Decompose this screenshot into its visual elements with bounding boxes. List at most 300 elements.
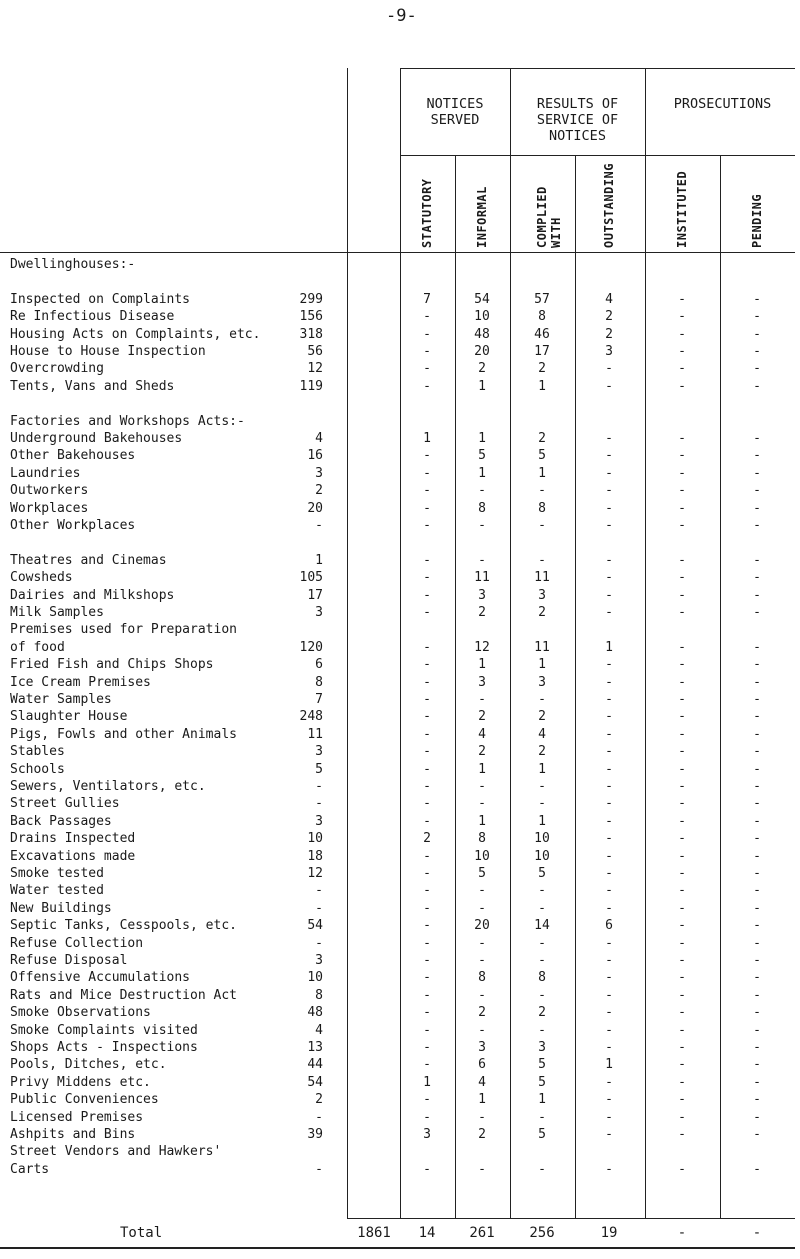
row-cell: - (678, 953, 686, 968)
row-cell: - (478, 692, 486, 707)
row-cell: 5 (538, 866, 546, 881)
row-cell: - (605, 1127, 613, 1142)
row-cell: - (605, 692, 613, 707)
total-bottom-line (0, 1247, 795, 1249)
row-cell: - (678, 587, 686, 603)
row-cell: - (538, 987, 546, 1003)
row-cell: - (478, 552, 486, 568)
row-cell: - (315, 935, 323, 951)
row-cell: 105 (299, 570, 323, 586)
row-cell: 3 (478, 587, 486, 603)
row-label: Milk Samples (10, 605, 104, 620)
row-label: House to House Inspection (10, 344, 206, 359)
row-label: Overcrowding (10, 361, 104, 377)
row-cell: - (538, 900, 546, 916)
row-cell: 3 (538, 587, 546, 603)
row-cell: - (605, 500, 613, 516)
row-label: Theatres and Cinemas (10, 552, 167, 568)
row-cell: - (678, 1092, 686, 1108)
row-cell: - (478, 953, 486, 968)
row-cell: - (423, 953, 431, 968)
row-cell: - (478, 796, 486, 812)
total-cell: - (752, 1225, 762, 1241)
row-cell: - (605, 361, 613, 377)
row-cell: 2 (478, 709, 486, 725)
row-cell: - (605, 587, 613, 603)
col-divider (575, 155, 576, 1218)
row-label: Back Passages (10, 813, 112, 829)
row-label: Licensed Premises (10, 1109, 144, 1125)
row-cell: 3 (315, 953, 323, 968)
row-label: Ashpits and Bins (10, 1127, 136, 1142)
row-cell: 13 (307, 1040, 323, 1055)
row-cell: - (605, 1022, 613, 1038)
row-cell: - (753, 483, 761, 499)
row-cell: 1 (478, 1092, 486, 1108)
subheader-outstanding: OUTSTANDING (602, 163, 616, 248)
row-cell: - (678, 1040, 686, 1055)
row-cell: - (678, 709, 686, 725)
row-cell: 1 (478, 431, 486, 446)
row-cell: - (538, 552, 546, 568)
row-cell: - (423, 692, 431, 707)
row-cell: - (538, 1022, 546, 1038)
row-cell: - (678, 883, 686, 899)
row-cell: - (678, 831, 686, 847)
row-cell: - (423, 744, 431, 760)
row-cell: 20 (307, 500, 323, 516)
row-cell: - (605, 1005, 613, 1021)
row-cell: 3 (423, 1127, 431, 1142)
row-cell: 8 (538, 309, 546, 325)
row-cell: - (753, 1057, 761, 1073)
row-cell: 3 (605, 344, 613, 359)
row-cell: 1 (478, 813, 486, 829)
row-cell: - (753, 953, 761, 968)
row-cell: - (605, 813, 613, 829)
row-cell: - (605, 1109, 613, 1125)
row-label: Stables (10, 744, 65, 760)
row-cell: 1 (423, 431, 431, 446)
row-cell: 2 (538, 709, 546, 725)
row-label: Other Workplaces (10, 518, 136, 533)
row-cell: 1 (538, 657, 546, 673)
row-label: Shops Acts - Inspections (10, 1040, 198, 1055)
row-cell: - (678, 570, 686, 586)
row-cell: - (315, 900, 323, 916)
row-cell: - (478, 779, 486, 794)
row-cell: - (753, 726, 761, 742)
row-cell: - (678, 605, 686, 620)
row-cell: 1 (478, 657, 486, 673)
row-cell: 4 (315, 1022, 323, 1038)
row-cell: 1 (478, 465, 486, 481)
row-cell: - (753, 361, 761, 377)
row-cell: - (678, 518, 686, 533)
row-cell: 8 (315, 987, 323, 1003)
row-label: Factories and Workshops Acts:- (10, 413, 245, 429)
row-cell: - (538, 483, 546, 499)
row-cell: - (678, 465, 686, 481)
row-label: Water Samples (10, 692, 112, 707)
row-cell: 10 (307, 970, 323, 986)
row-cell: - (605, 674, 613, 690)
row-cell: - (678, 431, 686, 446)
row-label: Cowsheds (10, 570, 73, 586)
row-cell: 12 (307, 361, 323, 377)
row-cell: 20 (474, 344, 490, 359)
row-cell: 12 (307, 866, 323, 881)
row-cell: - (423, 1040, 431, 1055)
row-cell: - (753, 744, 761, 760)
row-cell: - (753, 709, 761, 725)
row-label: Other Bakehouses (10, 448, 136, 464)
row-cell: - (753, 326, 761, 342)
page-number: -9- (386, 6, 417, 26)
row-cell: - (478, 987, 486, 1003)
row-cell: - (678, 361, 686, 377)
row-cell: - (678, 692, 686, 707)
row-cell: - (678, 1057, 686, 1073)
row-cell: - (605, 970, 613, 986)
row-cell: 5 (538, 448, 546, 464)
row-cell: - (478, 1161, 486, 1177)
row-cell: - (753, 639, 761, 655)
row-cell: 10 (474, 848, 490, 864)
row-cell: - (315, 1109, 323, 1125)
row-cell: 4 (478, 726, 486, 742)
row-cell: - (753, 761, 761, 777)
row-cell: - (423, 657, 431, 673)
row-cell: - (423, 761, 431, 777)
row-label: Public Conveniences (10, 1092, 159, 1108)
row-label: Laundries (10, 465, 81, 481)
row-cell: - (423, 709, 431, 725)
row-cell: 7 (423, 291, 431, 307)
row-cell: 17 (307, 587, 323, 603)
total-cell: 256 (529, 1225, 555, 1241)
total-top-line (347, 1218, 795, 1219)
row-label: Smoke Complaints visited (10, 1022, 198, 1038)
row-label: Workplaces (10, 500, 89, 516)
row-cell: 44 (307, 1057, 323, 1073)
row-cell: - (478, 1109, 486, 1125)
row-cell: - (605, 552, 613, 568)
row-cell: 1 (315, 552, 323, 568)
row-label: Street Gullies (10, 796, 120, 812)
row-cell: 3 (538, 1040, 546, 1055)
row-cell: - (538, 779, 546, 794)
row-label: Pools, Ditches, etc. (10, 1057, 167, 1073)
row-cell: - (423, 483, 431, 499)
row-cell: - (678, 1161, 686, 1177)
row-cell: 1 (538, 1092, 546, 1108)
row-label: Schools (10, 761, 65, 777)
subheader-informal: INFORMAL (475, 186, 489, 248)
row-cell: - (423, 361, 431, 377)
header-results: RESULTS OF SERVICE OF NOTICES (536, 96, 619, 144)
row-cell: 3 (478, 674, 486, 690)
row-cell: - (753, 657, 761, 673)
row-cell: - (678, 866, 686, 881)
row-label: Ice Cream Premises (10, 674, 151, 690)
row-cell: - (423, 570, 431, 586)
row-cell: - (753, 465, 761, 481)
row-cell: - (538, 692, 546, 707)
row-label: Underground Bakehouses (10, 431, 183, 446)
row-cell: - (753, 1022, 761, 1038)
row-cell: - (678, 796, 686, 812)
row-cell: - (423, 587, 431, 603)
row-label: Sewers, Ventilators, etc. (10, 779, 206, 794)
row-cell: - (678, 726, 686, 742)
row-cell: 2 (315, 483, 323, 499)
row-cell: - (315, 1161, 323, 1177)
row-cell: 3 (315, 465, 323, 481)
row-cell: - (538, 1109, 546, 1125)
row-cell: 120 (299, 639, 323, 655)
row-cell: - (753, 831, 761, 847)
row-cell: 2 (538, 744, 546, 760)
row-cell: - (423, 935, 431, 951)
row-cell: 54 (474, 291, 490, 307)
row-cell: - (678, 309, 686, 325)
total-cell: 14 (418, 1225, 436, 1241)
row-cell: 5 (315, 761, 323, 777)
row-cell: 10 (307, 831, 323, 847)
row-cell: 3 (478, 1040, 486, 1055)
row-cell: - (678, 813, 686, 829)
row-cell: - (605, 866, 613, 881)
row-cell: 5 (538, 1074, 546, 1090)
row-cell: - (538, 935, 546, 951)
row-cell: 1 (423, 1074, 431, 1090)
header-bottom-line (0, 252, 795, 253)
row-cell: - (753, 1161, 761, 1177)
row-cell: - (605, 1092, 613, 1108)
total-label: Total (120, 1225, 163, 1241)
row-cell: - (478, 900, 486, 916)
row-cell: - (753, 500, 761, 516)
row-cell: 318 (299, 326, 323, 342)
row-cell: - (753, 309, 761, 325)
row-cell: - (423, 326, 431, 342)
row-cell: - (678, 344, 686, 359)
row-cell: - (753, 1092, 761, 1108)
row-cell: - (478, 883, 486, 899)
row-cell: 20 (474, 918, 490, 934)
row-cell: - (423, 813, 431, 829)
row-label: Smoke tested (10, 866, 104, 881)
total-cell: 1861 (357, 1225, 391, 1241)
row-cell: - (605, 1074, 613, 1090)
row-cell: 12 (474, 639, 490, 655)
subheader-instituted: INSTITUTED (675, 170, 689, 248)
row-cell: - (753, 344, 761, 359)
row-cell: 2 (538, 431, 546, 446)
row-cell: 4 (605, 291, 613, 307)
row-label: Refuse Collection (10, 935, 144, 951)
row-label: Dairies and Milkshops (10, 587, 175, 603)
row-cell: 2 (605, 309, 613, 325)
total-cell: - (677, 1225, 687, 1241)
row-cell: 11 (307, 726, 323, 742)
row-cell: - (605, 848, 613, 864)
row-cell: - (753, 518, 761, 533)
row-cell: 1 (538, 761, 546, 777)
row-label: Outworkers (10, 483, 89, 499)
row-cell: 2 (478, 361, 486, 377)
row-cell: 299 (299, 291, 323, 307)
row-cell: - (478, 483, 486, 499)
row-cell: - (753, 987, 761, 1003)
row-cell: - (753, 587, 761, 603)
row-cell: - (753, 779, 761, 794)
row-cell: - (753, 1005, 761, 1021)
row-cell: - (678, 1022, 686, 1038)
row-cell: - (678, 900, 686, 916)
row-cell: - (605, 987, 613, 1003)
row-cell: 156 (299, 309, 323, 325)
row-cell: - (753, 935, 761, 951)
row-cell: - (423, 1022, 431, 1038)
header-prosecutions: PROSECUTIONS (673, 96, 772, 112)
subheader-pending: PENDING (750, 193, 764, 248)
row-label: Smoke Observations (10, 1005, 151, 1021)
row-cell: - (678, 1109, 686, 1125)
row-label: of food (10, 639, 65, 655)
row-cell: - (605, 657, 613, 673)
row-cell: - (605, 726, 613, 742)
row-label: Excavations made (10, 848, 136, 864)
row-cell: 248 (299, 709, 323, 725)
row-cell: 6 (605, 918, 613, 934)
row-cell: 5 (478, 866, 486, 881)
row-cell: 2 (538, 361, 546, 377)
row-cell: 54 (307, 1074, 323, 1090)
row-cell: 56 (307, 344, 323, 359)
row-cell: - (478, 518, 486, 533)
row-cell: - (678, 744, 686, 760)
row-cell: - (605, 483, 613, 499)
row-cell: - (753, 1109, 761, 1125)
col-divider (347, 68, 348, 1218)
row-cell: - (605, 883, 613, 899)
row-cell: 14 (534, 918, 550, 934)
row-cell: - (423, 1092, 431, 1108)
row-cell: - (753, 848, 761, 864)
row-cell: 8 (478, 500, 486, 516)
row-cell: 3 (315, 813, 323, 829)
row-cell: 17 (534, 344, 550, 359)
row-cell: - (753, 674, 761, 690)
row-cell: - (478, 935, 486, 951)
row-cell: - (678, 639, 686, 655)
header-mid-line (400, 155, 795, 156)
row-cell: 10 (534, 831, 550, 847)
row-cell: - (753, 605, 761, 620)
row-label: Carts (10, 1161, 50, 1177)
row-cell: 4 (478, 1074, 486, 1090)
row-cell: 48 (474, 326, 490, 342)
row-cell: - (423, 639, 431, 655)
row-cell: - (678, 674, 686, 690)
row-label: New Buildings (10, 900, 112, 916)
header-notices-served: NOTICES SERVED (426, 96, 484, 128)
row-cell: - (753, 813, 761, 829)
row-cell: - (423, 1109, 431, 1125)
row-label: Housing Acts on Complaints, etc. (10, 326, 261, 342)
row-cell: - (605, 465, 613, 481)
row-label: Pigs, Fowls and other Animals (10, 726, 237, 742)
row-label: Slaughter House (10, 709, 128, 725)
row-label: Offensive Accumulations (10, 970, 191, 986)
row-label: Privy Middens etc. (10, 1074, 151, 1090)
row-cell: - (423, 883, 431, 899)
row-cell: 8 (478, 970, 486, 986)
row-cell: - (678, 657, 686, 673)
row-cell: - (605, 935, 613, 951)
row-cell: - (753, 692, 761, 707)
row-cell: - (538, 1161, 546, 1177)
row-label: Tents, Vans and Sheds (10, 378, 175, 394)
row-cell: - (605, 796, 613, 812)
row-cell: - (423, 448, 431, 464)
row-cell: - (605, 431, 613, 446)
row-cell: - (678, 987, 686, 1003)
row-cell: - (315, 796, 323, 812)
row-cell: - (605, 761, 613, 777)
row-label: Water tested (10, 883, 104, 899)
row-cell: 4 (538, 726, 546, 742)
row-cell: - (678, 552, 686, 568)
col-divider (510, 68, 511, 1218)
row-cell: - (423, 344, 431, 359)
row-cell: - (753, 970, 761, 986)
row-cell: - (605, 709, 613, 725)
row-cell: - (605, 1040, 613, 1055)
row-cell: - (753, 1040, 761, 1055)
row-cell: - (753, 378, 761, 394)
row-cell: 11 (474, 570, 490, 586)
row-cell: - (678, 326, 686, 342)
row-cell: 1 (538, 813, 546, 829)
header-top-line (400, 68, 795, 69)
row-cell: - (423, 500, 431, 516)
row-cell: 2 (538, 605, 546, 620)
row-label: Fried Fish and Chips Shops (10, 657, 214, 673)
row-cell: - (678, 935, 686, 951)
row-cell: 10 (474, 309, 490, 325)
row-cell: - (538, 796, 546, 812)
row-cell: - (538, 883, 546, 899)
row-cell: - (753, 1127, 761, 1142)
row-label: Re Infectious Disease (10, 309, 175, 325)
row-cell: - (678, 1074, 686, 1090)
row-cell: - (423, 987, 431, 1003)
row-cell: 48 (307, 1005, 323, 1021)
row-cell: - (678, 761, 686, 777)
row-cell: 54 (307, 918, 323, 934)
row-cell: - (678, 918, 686, 934)
row-cell: - (315, 883, 323, 899)
row-cell: - (605, 448, 613, 464)
row-cell: - (538, 953, 546, 968)
row-cell: - (423, 970, 431, 986)
row-cell: - (423, 518, 431, 533)
row-cell: - (678, 848, 686, 864)
row-cell: 6 (315, 657, 323, 673)
